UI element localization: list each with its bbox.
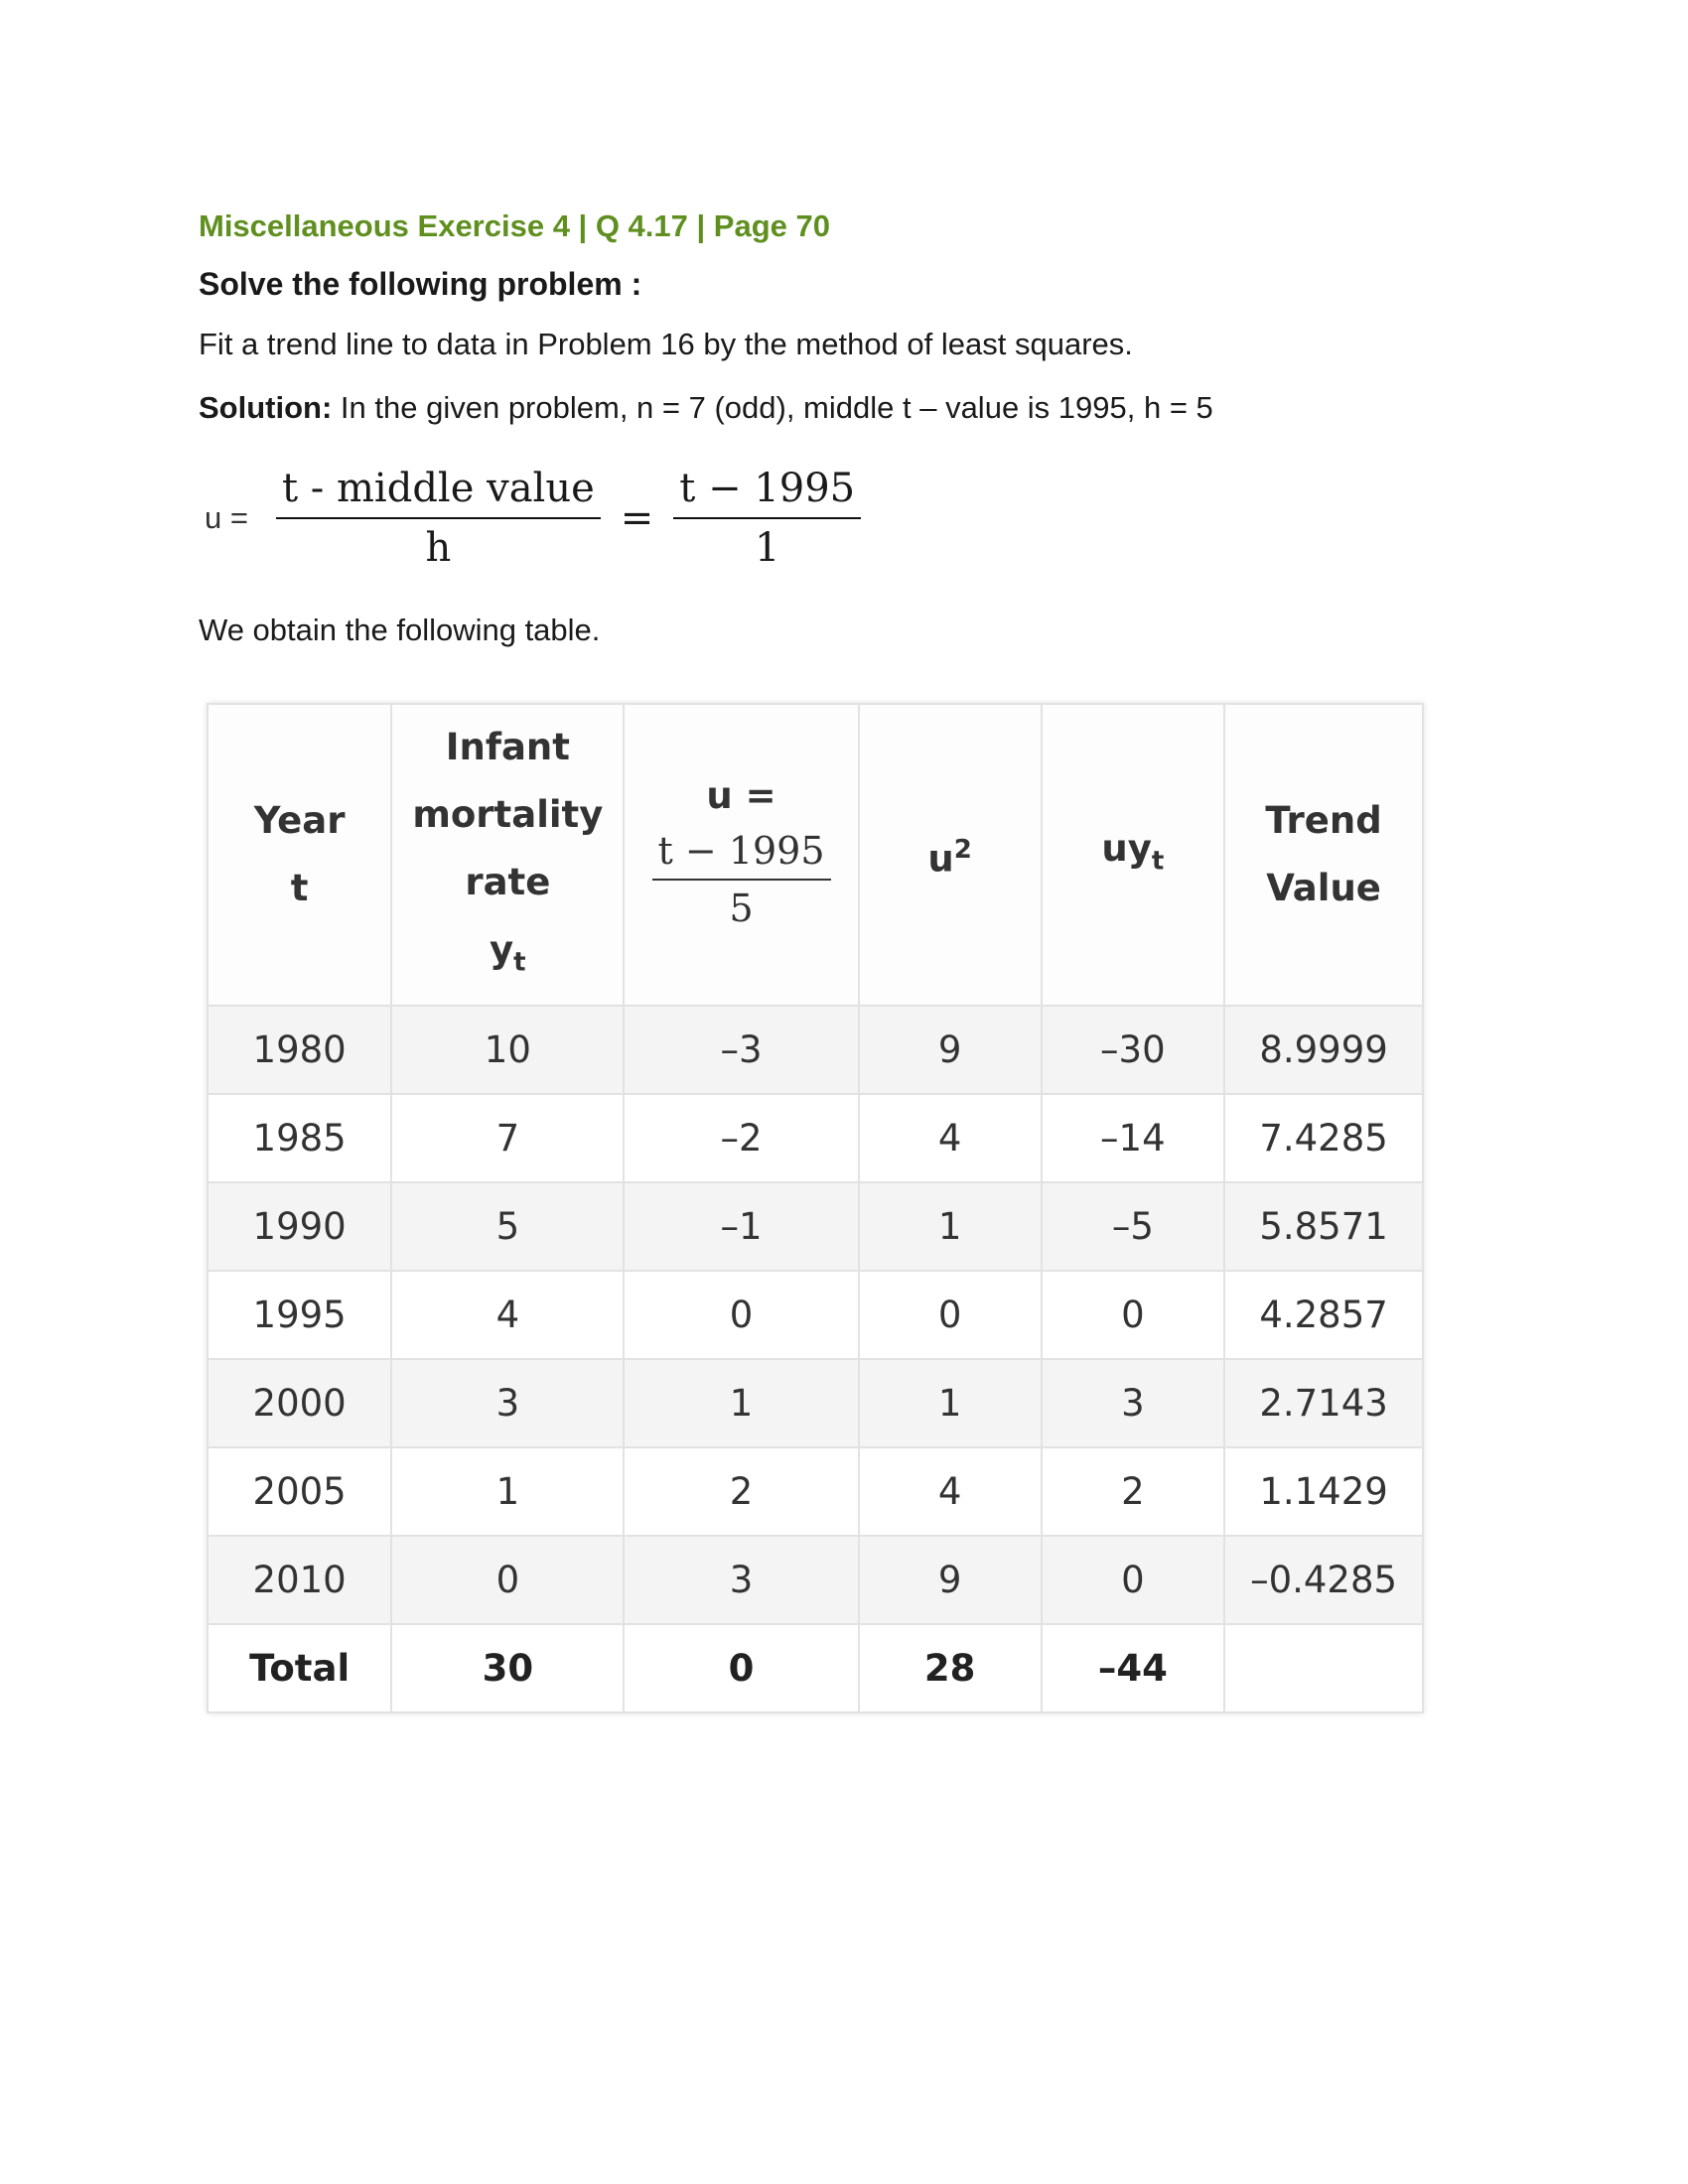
formula-fraction-1 bbox=[276, 466, 601, 571]
total-imr: 30 bbox=[391, 1624, 624, 1712]
header-infant-mortality bbox=[391, 704, 624, 1006]
cell-u2: 1 bbox=[859, 1182, 1042, 1271]
cell-u: –1 bbox=[624, 1182, 858, 1271]
cell-uyt: –30 bbox=[1042, 1006, 1224, 1094]
document-page bbox=[199, 208, 1489, 1690]
header-u-squared bbox=[859, 704, 1042, 1006]
cell-u: 3 bbox=[624, 1536, 858, 1624]
formula-equals: = bbox=[620, 495, 654, 541]
solution-text: In the given problem, n = 7 (odd), middle t – value is 1995, h = 5 bbox=[340, 390, 1213, 425]
cell-trend: 1.1429 bbox=[1224, 1447, 1423, 1536]
solution-label: Solution: bbox=[199, 390, 333, 425]
header-imr-line1: Infant bbox=[445, 725, 570, 768]
table-header-row bbox=[208, 704, 1423, 1006]
cell-year: 1985 bbox=[208, 1094, 391, 1182]
header-u2-base: u bbox=[927, 837, 954, 881]
table-total-row bbox=[208, 1624, 1423, 1712]
table-row bbox=[208, 1359, 1423, 1447]
cell-year: 2010 bbox=[208, 1536, 391, 1624]
cell-imr: 5 bbox=[391, 1182, 624, 1271]
cell-imr: 0 bbox=[391, 1536, 624, 1624]
header-trend-line1: Trend bbox=[1265, 799, 1382, 842]
cell-year: 1990 bbox=[208, 1182, 391, 1271]
cell-imr: 10 bbox=[391, 1006, 624, 1094]
header-year bbox=[208, 704, 391, 1006]
cell-u: 1 bbox=[624, 1359, 858, 1447]
header-u bbox=[624, 704, 858, 1006]
cell-u: –3 bbox=[624, 1006, 858, 1094]
formula-fraction-2 bbox=[673, 466, 861, 571]
header-imr-symbol bbox=[490, 927, 526, 978]
header-uy-base: uy bbox=[1101, 826, 1152, 870]
cell-trend: 2.7143 bbox=[1224, 1359, 1423, 1447]
table-row bbox=[208, 1094, 1423, 1182]
header-imr-subscript: t bbox=[513, 947, 526, 978]
cell-trend: 4.2857 bbox=[1224, 1271, 1423, 1359]
formula-u bbox=[205, 454, 1489, 583]
cell-trend: 8.9999 bbox=[1224, 1006, 1423, 1094]
header-year-label: Year bbox=[253, 799, 346, 842]
cell-uyt: 0 bbox=[1042, 1271, 1224, 1359]
cell-year: 1980 bbox=[208, 1006, 391, 1094]
total-u: 0 bbox=[624, 1624, 858, 1712]
cell-u2: 4 bbox=[859, 1094, 1042, 1182]
cell-u: 2 bbox=[624, 1447, 858, 1536]
header-u-label: u = bbox=[706, 773, 776, 817]
header-imr-line2: mortality bbox=[412, 792, 604, 836]
header-u-fraction bbox=[652, 823, 831, 936]
table-row bbox=[208, 1271, 1423, 1359]
header-trend-line2: Value bbox=[1266, 867, 1381, 909]
cell-year: 2005 bbox=[208, 1447, 391, 1536]
header-uyt bbox=[1042, 704, 1224, 1006]
header-year-symbol: t bbox=[290, 867, 309, 909]
table-row bbox=[208, 1536, 1423, 1624]
cell-u2: 4 bbox=[859, 1447, 1042, 1536]
total-label: Total bbox=[208, 1624, 391, 1712]
cell-u2: 1 bbox=[859, 1359, 1042, 1447]
header-u-numerator: t − 1995 bbox=[652, 823, 831, 881]
cell-imr: 7 bbox=[391, 1094, 624, 1182]
solution-paragraph bbox=[199, 390, 1489, 426]
cell-year: 1995 bbox=[208, 1271, 391, 1359]
total-trend bbox=[1224, 1624, 1423, 1712]
table-row bbox=[208, 1182, 1423, 1271]
cell-uyt: –5 bbox=[1042, 1182, 1224, 1271]
formula-lhs: u = bbox=[205, 500, 248, 535]
header-uy-subscript: t bbox=[1151, 846, 1165, 877]
cell-uyt: –14 bbox=[1042, 1094, 1224, 1182]
problem-subheading: Solve the following problem : bbox=[199, 266, 642, 302]
cell-u2: 9 bbox=[859, 1006, 1042, 1094]
exercise-heading: Miscellaneous Exercise 4 | Q 4.17 | Page 70 bbox=[199, 208, 830, 243]
cell-trend: 5.8571 bbox=[1224, 1182, 1423, 1271]
cell-imr: 1 bbox=[391, 1447, 624, 1536]
cell-imr: 3 bbox=[391, 1359, 624, 1447]
fraction-1-denominator: h bbox=[425, 525, 452, 571]
header-u2-superscript: 2 bbox=[953, 835, 972, 866]
cell-imr: 4 bbox=[391, 1271, 624, 1359]
table-body bbox=[208, 1006, 1423, 1712]
table-row bbox=[208, 1006, 1423, 1094]
fraction-1-numerator: t - middle value bbox=[276, 466, 601, 519]
cell-uyt: 2 bbox=[1042, 1447, 1224, 1536]
table-intro: We obtain the following table. bbox=[199, 613, 601, 647]
cell-u2: 0 bbox=[859, 1271, 1042, 1359]
problem-statement: Fit a trend line to data in Problem 16 by the method of least squares. bbox=[199, 327, 1133, 361]
header-imr-y: y bbox=[490, 927, 514, 971]
header-trend-value bbox=[1224, 704, 1423, 1006]
trend-table bbox=[207, 703, 1424, 1713]
total-u2: 28 bbox=[859, 1624, 1042, 1712]
cell-u2: 9 bbox=[859, 1536, 1042, 1624]
cell-u: 0 bbox=[624, 1271, 858, 1359]
cell-u: –2 bbox=[624, 1094, 858, 1182]
cell-uyt: 0 bbox=[1042, 1536, 1224, 1624]
header-imr-line3: rate bbox=[465, 860, 551, 903]
fraction-2-denominator: 1 bbox=[754, 525, 780, 571]
header-u-denominator: 5 bbox=[729, 886, 754, 930]
table-row bbox=[208, 1447, 1423, 1536]
cell-trend: –0.4285 bbox=[1224, 1536, 1423, 1624]
cell-trend: 7.4285 bbox=[1224, 1094, 1423, 1182]
fraction-2-numerator: t − 1995 bbox=[673, 466, 861, 519]
cell-uyt: 3 bbox=[1042, 1359, 1224, 1447]
cell-year: 2000 bbox=[208, 1359, 391, 1447]
total-uyt: –44 bbox=[1042, 1624, 1224, 1712]
